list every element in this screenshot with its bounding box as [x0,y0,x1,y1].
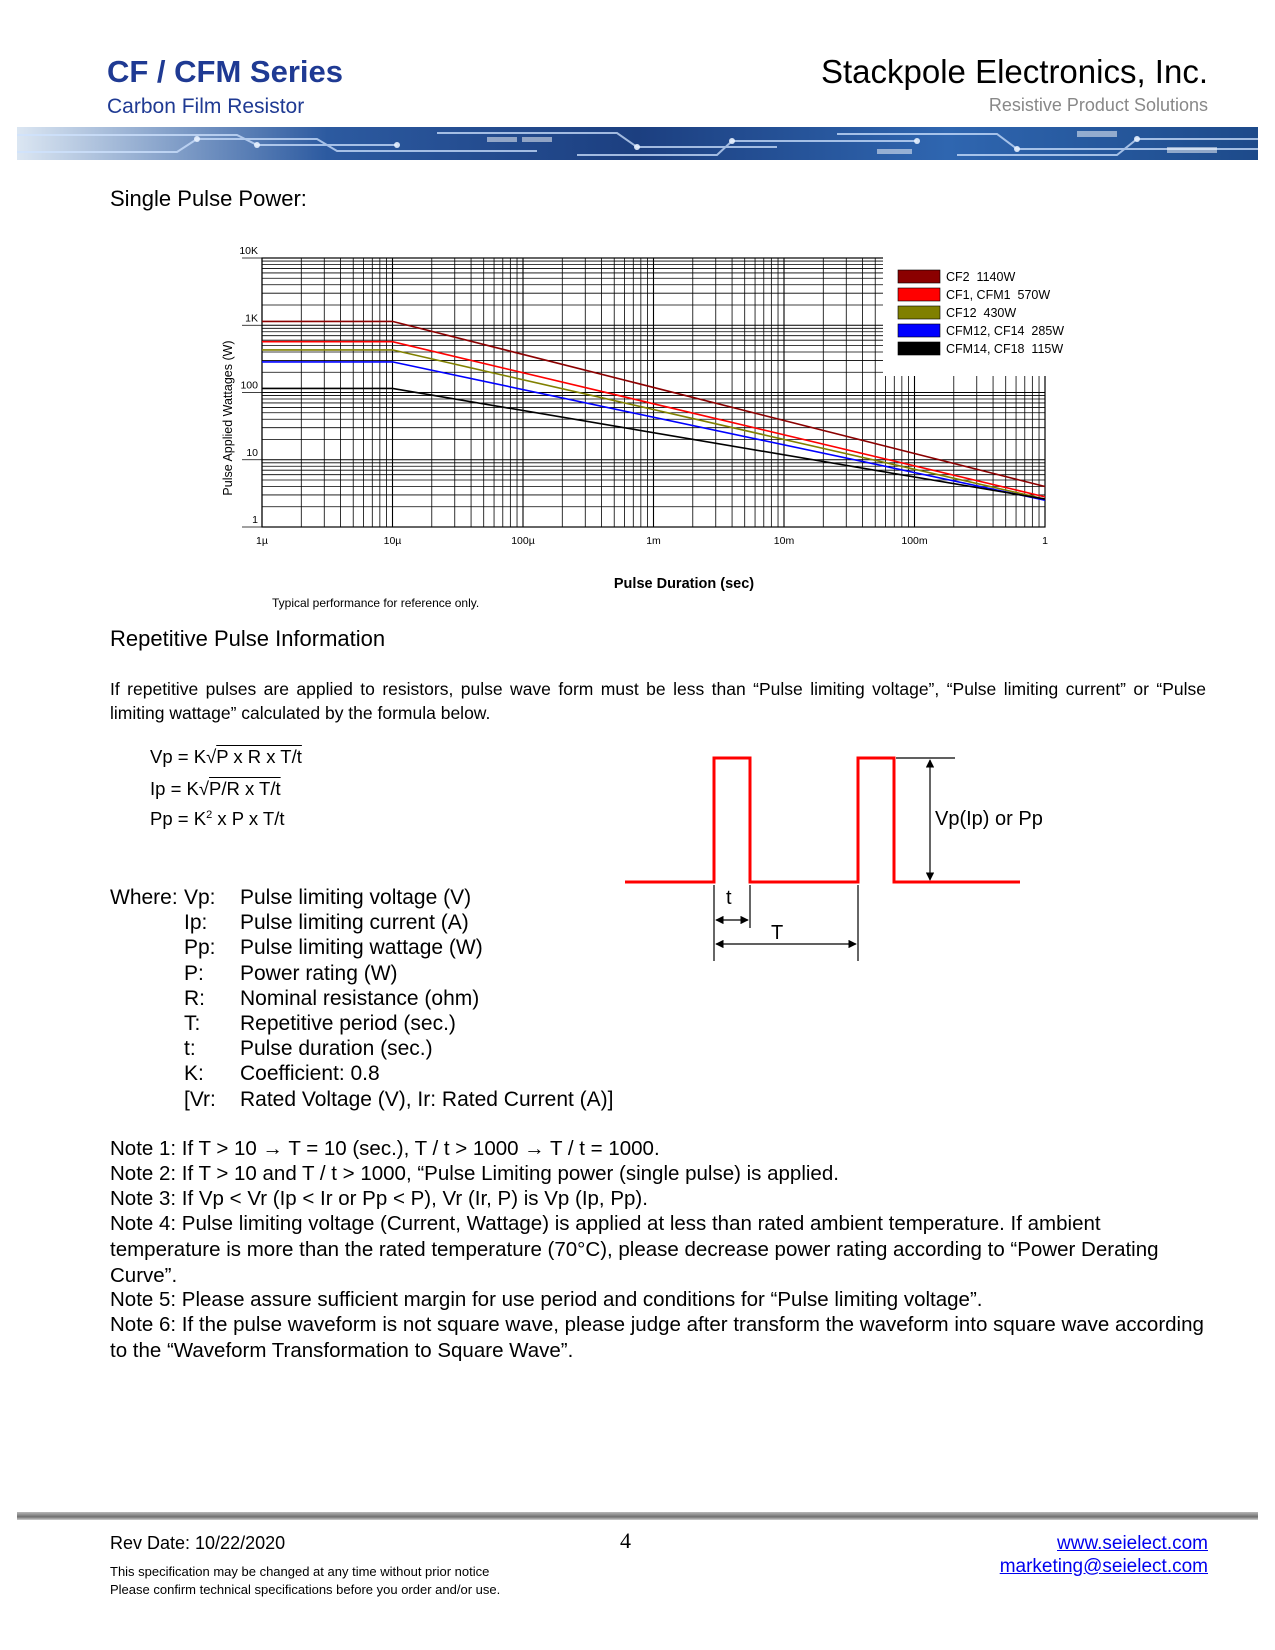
series-title: CF / CFM Series [107,54,343,89]
definition-row [110,1062,710,1088]
chart-legend-swatch [898,324,940,337]
definition-description: Repetitive period (sec.) [240,1012,456,1035]
definition-symbol: Ip: [184,911,208,935]
chart-legend-swatch [898,288,940,301]
chart-legend-label: CFM12, CF14 285W [946,324,1065,338]
email-link[interactable]: marketing@seielect.com [999,1556,1208,1577]
page-number: 4 [620,1528,631,1553]
repetitive-pulse-heading: Repetitive Pulse Information [110,626,386,651]
definition-description: Rated Voltage (V), Ir: Rated Current (A)] [240,1087,614,1111]
chart-x-tick-label: 1 [1042,535,1048,547]
definition-symbol: T: [184,1012,201,1035]
single-pulse-heading: Single Pulse Power: [110,186,307,211]
formula-vp-pre: = K√ [172,746,217,767]
definition-symbol: P: [184,961,204,985]
note-5: Note 5: Please assure sufficient margin for use period and conditions for “Pulse limiting voltage”. [110,1288,983,1311]
chart-x-tick-label: 1µ [256,535,268,547]
definition-symbol: K: [184,1062,204,1086]
definition-row [110,962,710,988]
formula-vp [150,746,302,768]
chart-x-tick-label: 10m [773,535,795,547]
definition-symbol: t: [184,1037,196,1061]
definition-description: Pulse limiting voltage (V) [240,886,472,909]
chart-legend-swatch [898,342,940,355]
definition-description: Power rating (W) [240,961,398,985]
definition-description: Pulse limiting current (A) [240,911,469,935]
chart-x-tick-label: 1m [646,535,661,547]
chart-y-tick-label: 10K [239,245,258,257]
chart-legend-label: CFM14, CF18 115W [946,342,1064,356]
formula-ip [150,778,281,800]
chart-y-axis-label: Pulse Applied Wattages (W) [221,340,235,496]
chart-legend-swatch [898,270,940,283]
amplitude-label: Vp(Ip) or Pp [935,808,1043,830]
company-name: Stackpole Electronics, Inc. [820,53,1208,90]
formula-pp-post: x P x T/t [212,808,285,829]
note-4: Note 4: Pulse limiting voltage (Current, Wattage) is applied at less than rated ambient temperature. If ambient temperature is more than the rated temperature (70°C), please decrease power rating according to “Power Derating Curve”. [110,1212,1159,1287]
repetitive-pulse-paragraph: If repetitive pulses are applied to resistors, pulse wave form must be less than “Pulse limiting voltage”, “Pulse limiting current” or “Pulse limiting wattage” calculated by the formula below. [110,679,1206,723]
formula-vp-radicand: P x R x T/t [216,746,302,767]
single-pulse-chart [215,245,1145,625]
disclaimer-line-2: Please confirm technical specifications before you order and/or use. [110,1582,501,1597]
note-6: Note 6: If the pulse waveform is not square wave, please judge after transform the waveform into square wave according to the “Waveform Transformation to Square Wave”. [110,1313,1204,1362]
chart-y-tick-label: 100 [240,379,258,392]
definition-description: Coefficient: 0.8 [240,1062,380,1086]
pulse-width-label: t [726,887,732,909]
definition-symbol: [Vr: [184,1087,216,1111]
note-3: Note 3: If Vp < Vr (Ip < Ir or Pp < P), Vr (Ir, P) is Vp (Ip, Pp). [110,1187,648,1210]
formula-pp [150,808,285,830]
definition-symbol: Pp: [184,936,216,960]
chart-reference-note: Typical performance for reference only. [272,596,480,610]
chart-y-tick-label: 1 [252,514,258,526]
series-subtitle: Carbon Film Resistor [107,95,305,118]
chart-x-tick-label: 100m [901,535,928,547]
formula-pp-pre: = K [172,808,207,829]
chart-x-tick-label: 100µ [511,535,535,547]
company-tagline: Resistive Product Solutions [988,95,1208,115]
definition-symbol: Vp: [184,886,216,909]
definition-row [110,936,710,962]
formula-pp-superscript: 2 [206,808,213,821]
chart-y-tick-label: 10 [246,446,258,459]
formula-pp-lhs: Pp [150,808,173,829]
definition-description: Pulse duration (sec.) [240,1037,433,1061]
definition-row [110,886,710,912]
chart-legend-label: CF2 1140W [946,270,1016,284]
chart-y-tick-label: 1K [245,312,258,325]
website-link[interactable]: www.seielect.com [1057,1533,1208,1554]
formula-ip-lhs: Ip [150,778,166,799]
formula-ip-radicand: P/R x T/t [209,778,281,799]
period-label: T [771,922,784,944]
definition-row [110,1037,710,1063]
definition-row [110,1012,710,1038]
definition-row [110,987,710,1013]
definition-symbol: R: [184,986,205,1010]
disclaimer-line-1: This specification may be changed at any time without prior notice [110,1564,490,1579]
chart-legend-label: CF1, CFM1 570W [946,288,1051,302]
definition-row [110,911,710,937]
chart-x-tick-label: 10µ [383,535,402,547]
circuit-banner [17,127,1258,160]
definition-row [110,1088,710,1114]
note-2: Note 2: If T > 10 and T / t > 1000, “Pulse Limiting power (single pulse) is applied. [110,1162,839,1185]
formula-vp-lhs: Vp [150,746,173,767]
chart-legend-label: CF12 430W [946,306,1017,320]
definition-description: Pulse limiting wattage (W) [240,936,483,960]
chart-legend-swatch [898,306,940,319]
where-prefix: Where: [110,886,178,909]
formula-ip-pre: = K√ [165,778,210,799]
note-1: Note 1: If T > 10 → T = 10 (sec.), T / t > 1000 → T / t = 1000. [110,1137,660,1160]
definition-description: Nominal resistance (ohm) [240,986,480,1010]
chart-x-axis-label: Pulse Duration (sec) [613,576,755,592]
footer-divider [17,1512,1258,1520]
revision-date: Rev Date: 10/22/2020 [110,1533,286,1553]
